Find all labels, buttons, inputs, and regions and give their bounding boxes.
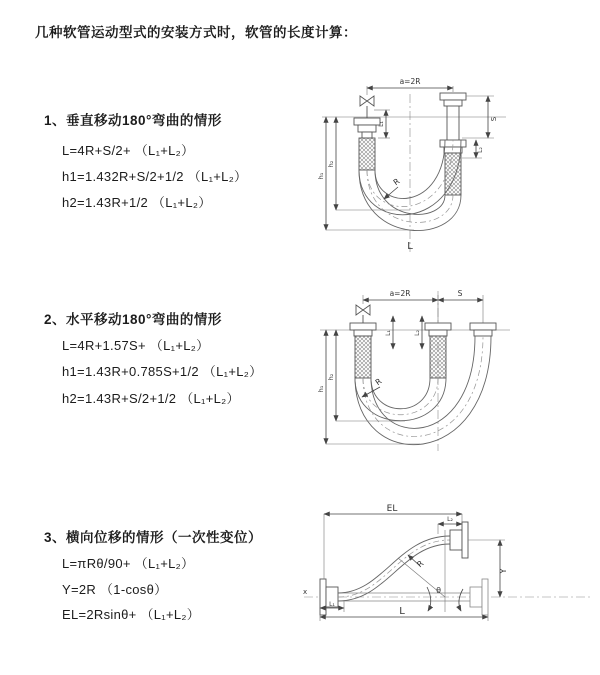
dim-label-s: S: [490, 116, 498, 122]
dim-width-a2r: [367, 77, 453, 95]
dim-label-h1: h₁: [317, 385, 325, 393]
section3-formula-Y: Y=2R （1-cosθ）: [62, 582, 168, 597]
diagram-vertical-180-bend: [310, 72, 600, 258]
left-flange: [320, 579, 338, 615]
hose-s-curve: [338, 536, 450, 601]
section2-heading: 2、水平移动180°弯曲的情形: [44, 312, 222, 327]
page-title: 几种软管运动型式的安装方式时，软管的长度计算：: [35, 25, 357, 40]
section1-formula-h2: h2=1.43R+1/2 （L₁+L₂）: [62, 195, 212, 210]
section1-formula-L: L=4R+S/2+ （L₁+L₂）: [62, 143, 195, 158]
radius-label: R: [415, 558, 426, 570]
left-fitting: [350, 323, 376, 378]
dim-label-l1: L₁: [385, 330, 392, 336]
right-fitting-upper: [440, 93, 466, 140]
dim-el: [324, 504, 462, 579]
valve-icon: [360, 96, 374, 106]
section2-formula-h1: h1=1.43R+0.785S+1/2 （L₁+L₂）: [62, 364, 263, 379]
dim-label-a2r: a=2R: [389, 289, 411, 298]
section1-heading: 1、垂直移动180°弯曲的情形: [44, 113, 222, 128]
dim-label-y: Y: [499, 568, 508, 574]
dim-l1: [385, 316, 393, 349]
dim-label-s: S: [457, 289, 463, 298]
middle-fitting: [425, 323, 451, 378]
dim-label-h1: h₁: [317, 172, 325, 180]
dim-label-l2: L₂: [447, 516, 453, 523]
braided-hose-section: [430, 336, 446, 378]
dim-width-a2r: [363, 289, 483, 323]
section2-formula-L: L=4R+1.57S+ （L₁+L₂）: [62, 338, 210, 353]
diagram-lateral-displacement: [300, 500, 600, 650]
radius-label: R: [373, 376, 384, 388]
dim-l2: [414, 316, 422, 349]
section3-formula-L: L=πRθ/90+ （L₁+L₂）: [62, 556, 195, 571]
dim-label-el: EL: [386, 504, 398, 514]
section1-formula-h1: h1=1.432R+S/2+1/2 （L₁+L₂）: [62, 169, 248, 184]
section3-formula-EL: EL=2Rsinθ+ （L₁+L₂）: [62, 607, 201, 622]
section2-formula-h2: h2=1.43R+S/2+1/2 （L₁+L₂）: [62, 391, 240, 406]
dim-label-h2: h₂: [327, 160, 335, 168]
axis-label: x: [303, 588, 308, 596]
dim-label-l2: L₂: [414, 330, 421, 336]
braided-hose-section: [359, 138, 375, 170]
radius-callout: [408, 555, 426, 569]
length-label: L: [399, 606, 405, 617]
left-fitting: [354, 118, 380, 170]
dim-label-l1: L₁: [329, 601, 335, 608]
hose-u-bend: [355, 336, 491, 445]
braided-hose-section: [355, 336, 371, 378]
radius-callout: [384, 176, 402, 199]
dim-s: [438, 289, 483, 300]
angle-label: θ: [436, 586, 441, 595]
braided-hose-section: [445, 153, 461, 195]
section3-heading: 3、横向位移的情形（一次性变位）: [44, 530, 263, 545]
dim-length: [320, 606, 488, 621]
dim-label-l2: L₂: [477, 147, 484, 153]
diagram-horizontal-180-bend: [310, 283, 600, 460]
right-fitting-alt-position: [470, 323, 496, 336]
length-label: L: [407, 241, 413, 252]
valve-icon: [356, 305, 370, 315]
upper-flange: [450, 522, 468, 558]
dim-label-a2r: a=2R: [399, 77, 421, 86]
dim-label-l1: L₁: [378, 121, 385, 127]
radius-label: R: [391, 176, 402, 188]
dim-label-h2: h₂: [327, 373, 335, 381]
